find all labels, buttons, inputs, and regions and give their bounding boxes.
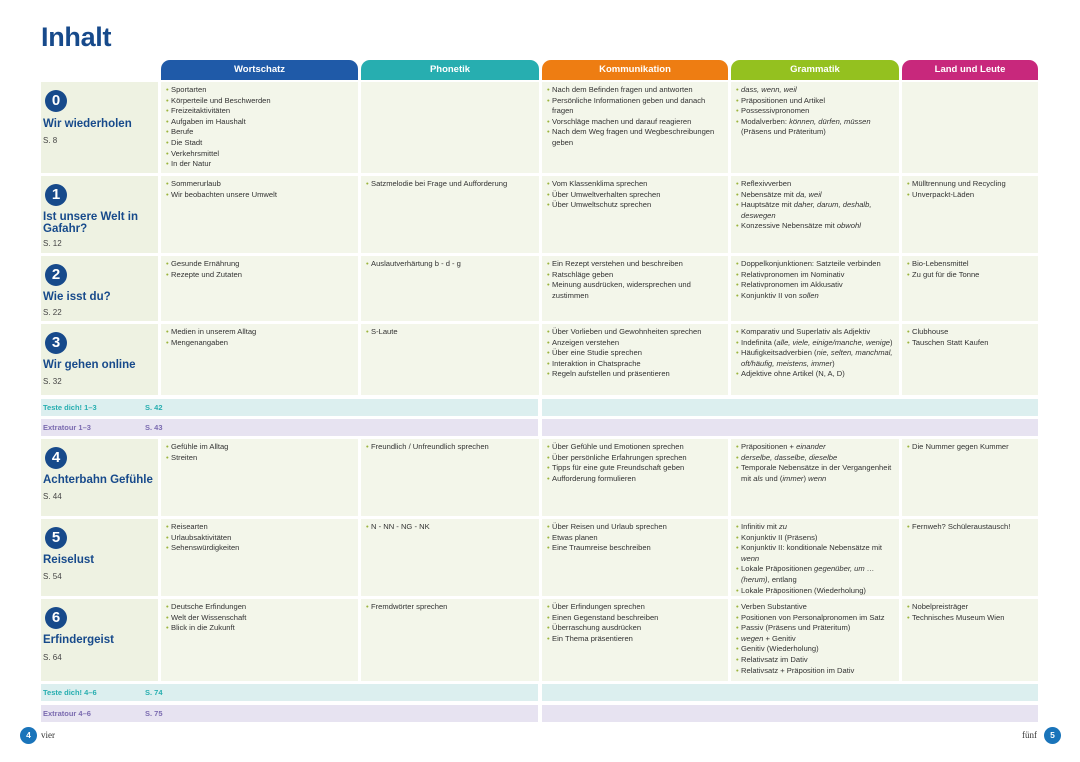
list-item: • Ein Rezept verstehen und beschreiben — [547, 259, 723, 270]
list-item: • Urlaubsaktivitäten — [166, 533, 353, 544]
page-word-left: vier — [41, 730, 55, 740]
list-item: • Wir beobachten unsere Umwelt — [166, 190, 353, 201]
cell-kommunikation — [542, 82, 728, 173]
list-item: • Ein Thema präsentieren — [547, 634, 723, 645]
list-item: • Über Umweltschutz sprechen — [547, 200, 723, 211]
lesson-number: 0 — [45, 90, 67, 112]
list-item: • Mülltrennung und Recycling — [907, 179, 1033, 190]
list-item: • Persönliche Informationen geben und danach fragen — [547, 96, 723, 117]
lesson-title: Wir wiederholen — [43, 118, 132, 130]
list-item: • dass, wenn, weil — [736, 85, 894, 96]
list-item: • Vom Klassenklima sprechen — [547, 179, 723, 190]
list-item: • Positionen von Personalpronomen im Satz — [736, 613, 894, 624]
list-item: • Bio-Lebensmittel — [907, 259, 1033, 270]
cell-phonetik — [361, 599, 539, 681]
list-item: • Relativpronomen im Akkusativ — [736, 280, 894, 291]
list-item: • Über Reisen und Urlaub sprechen — [547, 522, 723, 533]
lesson-title: Wie isst du? — [43, 291, 111, 303]
lesson-header-1 — [41, 176, 158, 253]
cell-kommunikation — [542, 324, 728, 395]
list-item: • Hauptsätze mit daher, darum, deshalb, deswegen — [736, 200, 894, 221]
list-item: • Über Erfindungen sprechen — [547, 602, 723, 613]
lesson-page: S. 12 — [43, 239, 62, 248]
page-number-right: 5 — [1044, 727, 1061, 744]
list-item: • Anzeigen verstehen — [547, 338, 723, 349]
cell-phonetik — [361, 176, 539, 253]
list-item: • Blick in die Zukunft — [166, 623, 353, 634]
list-item: • Komparativ und Superlativ als Adjektiv — [736, 327, 894, 338]
header-phonetik: Phonetik — [361, 60, 539, 80]
band-extra — [41, 419, 538, 436]
list-item: • Nebensätze mit da, weil — [736, 190, 894, 201]
list-item: • Streiten — [166, 453, 353, 464]
cell-wortschatz — [161, 519, 358, 596]
band-label: Extratour 1–3 — [43, 423, 91, 432]
list-item: • Reisearten — [166, 522, 353, 533]
list-item: • Konjunktiv II (Präsens) — [736, 533, 894, 544]
cell-phonetik — [361, 256, 539, 321]
cell-grammatik — [731, 599, 899, 681]
list-item: • Possessivpronomen — [736, 106, 894, 117]
list-item: • Modalverben: können, dürfen, müssen (Präsens und Präteritum) — [736, 117, 894, 138]
cell-wortschatz — [161, 256, 358, 321]
list-item: • Auslautverhärtung b - d - g — [366, 259, 534, 270]
lesson-number: 5 — [45, 527, 67, 549]
band-fill — [542, 399, 1038, 416]
list-item: • Fernweh? Schüleraustausch! — [907, 522, 1033, 533]
list-item: • Relativpronomen im Nominativ — [736, 270, 894, 281]
list-item: • Über eine Studie sprechen — [547, 348, 723, 359]
list-item: • Gesunde Ernährung — [166, 259, 353, 270]
list-item: • Unverpackt-Läden — [907, 190, 1033, 201]
list-item: • Die Nummer gegen Kummer — [907, 442, 1033, 453]
cell-land — [902, 324, 1038, 395]
list-item: • Überraschung ausdrücken — [547, 623, 723, 634]
list-item: • Sportarten — [166, 85, 353, 96]
list-item: • Die Stadt — [166, 138, 353, 149]
cell-wortschatz — [161, 176, 358, 253]
list-item: • Über Gefühle und Emotionen sprechen — [547, 442, 723, 453]
page-title: Inhalt — [41, 22, 112, 52]
list-item: • Medien in unserem Alltag — [166, 327, 353, 338]
list-item: • Berufe — [166, 127, 353, 138]
list-item: • Regeln aufstellen und präsentieren — [547, 369, 723, 380]
cell-wortschatz — [161, 439, 358, 516]
lesson-page: S. 32 — [43, 377, 62, 386]
list-item: • Mengenangaben — [166, 338, 353, 349]
cell-wortschatz — [161, 324, 358, 395]
list-item: • Lokale Präpositionen (Wiederholung) — [736, 586, 894, 597]
band-teste — [41, 684, 538, 701]
list-item: • Konjunktiv II: konditionale Nebensätze mit wenn — [736, 543, 894, 564]
lesson-number: 4 — [45, 447, 67, 469]
lesson-header-5 — [41, 519, 158, 596]
list-item: • Gefühle im Alltag — [166, 442, 353, 453]
list-item: • derselbe, dasselbe, dieselbe — [736, 453, 894, 464]
cell-phonetik — [361, 82, 539, 173]
band-label: Teste dich! 1–3 — [43, 403, 97, 412]
list-item: • Vorschläge machen und darauf reagieren — [547, 117, 723, 128]
lesson-page: S. 44 — [43, 492, 62, 501]
lesson-number: 2 — [45, 264, 67, 286]
lesson-page: S. 54 — [43, 572, 62, 581]
list-item: • Nobelpreisträger — [907, 602, 1033, 613]
lesson-title: Ist unsere Welt in Gafahr? — [43, 211, 139, 235]
band-page: S. 42 — [145, 403, 163, 412]
list-item: • Adjektive ohne Artikel (N, A, D) — [736, 369, 894, 380]
band-fill — [542, 705, 1038, 722]
lesson-header-0 — [41, 82, 158, 173]
cell-land — [902, 599, 1038, 681]
list-item: • N - NN - NG - NK — [366, 522, 534, 533]
cell-land — [902, 82, 1038, 173]
cell-kommunikation — [542, 439, 728, 516]
cell-grammatik — [731, 256, 899, 321]
list-item: • Interaktion in Chatsprache — [547, 359, 723, 370]
lesson-title: Erfindergeist — [43, 634, 114, 646]
lesson-number: 1 — [45, 184, 67, 206]
list-item: • Nach dem Befinden fragen und antworten — [547, 85, 723, 96]
header-wortschatz: Wortschatz — [161, 60, 358, 80]
list-item: • Lokale Präpositionen gegenüber, um … (herum), entlang — [736, 564, 894, 585]
cell-phonetik — [361, 439, 539, 516]
lesson-header-4 — [41, 439, 158, 516]
cell-phonetik — [361, 324, 539, 395]
cell-grammatik — [731, 176, 899, 253]
list-item: • Präpositionen + einander — [736, 442, 894, 453]
cell-kommunikation — [542, 176, 728, 253]
list-item: • Passiv (Präsens und Präteritum) — [736, 623, 894, 634]
list-item: • Reflexivverben — [736, 179, 894, 190]
list-item: • Technisches Museum Wien — [907, 613, 1033, 624]
list-item: • Meinung ausdrücken, widersprechen und zustimmen — [547, 280, 723, 301]
cell-wortschatz — [161, 599, 358, 681]
cell-phonetik — [361, 519, 539, 596]
list-item: • Etwas planen — [547, 533, 723, 544]
list-item: • Fremdwörter sprechen — [366, 602, 534, 613]
list-item: • Verben Substantive — [736, 602, 894, 613]
list-item: • Relativsatz im Dativ — [736, 655, 894, 666]
lesson-page: S. 8 — [43, 136, 58, 145]
cell-kommunikation — [542, 256, 728, 321]
list-item: • Genitiv (Wiederholung) — [736, 644, 894, 655]
lesson-title: Achterbahn Gefühle — [43, 474, 153, 486]
list-item: • Freizeitaktivitäten — [166, 106, 353, 117]
list-item: • In der Natur — [166, 159, 353, 170]
list-item: • Präpositionen und Artikel — [736, 96, 894, 107]
list-item: • Tipps für eine gute Freundschaft geben — [547, 463, 723, 474]
band-label: Extratour 4–6 — [43, 709, 91, 718]
lesson-header-2 — [41, 256, 158, 321]
cell-grammatik — [731, 82, 899, 173]
cell-grammatik — [731, 324, 899, 395]
band-page: S. 75 — [145, 709, 163, 718]
list-item: • Eine Traumreise beschreiben — [547, 543, 723, 554]
list-item: • Häufigkeitsadverbien (nie, selten, manchmal, oft/häufig, meistens, immer) — [736, 348, 894, 369]
cell-kommunikation — [542, 519, 728, 596]
lesson-header-3 — [41, 324, 158, 395]
page-number-left: 4 — [20, 727, 37, 744]
list-item: • Sehenswürdigkeiten — [166, 543, 353, 554]
page-word-right: fünf — [1022, 730, 1037, 740]
list-item: • Satzmelodie bei Frage und Aufforderung — [366, 179, 534, 190]
list-item: • S-Laute — [366, 327, 534, 338]
list-item: • Freundlich / Unfreundlich sprechen — [366, 442, 534, 453]
list-item: • Einen Gegenstand beschreiben — [547, 613, 723, 624]
cell-kommunikation — [542, 599, 728, 681]
header-kommunikation: Kommunikation — [542, 60, 728, 80]
band-label: Teste dich! 4–6 — [43, 688, 97, 697]
list-item: • Doppelkonjunktionen: Satzteile verbinden — [736, 259, 894, 270]
list-item: • Zu gut für die Tonne — [907, 270, 1033, 281]
cell-land — [902, 256, 1038, 321]
list-item: • Temporale Nebensätze in der Vergangenheit mit als und (immer) wenn — [736, 463, 894, 484]
band-fill — [542, 684, 1038, 701]
header-land: Land und Leute — [902, 60, 1038, 80]
list-item: • Verkehrsmittel — [166, 149, 353, 160]
list-item: • Deutsche Erfindungen — [166, 602, 353, 613]
list-item: • Aufforderung formulieren — [547, 474, 723, 485]
band-teste — [41, 399, 538, 416]
lesson-number: 3 — [45, 332, 67, 354]
lesson-title: Wir gehen online — [43, 359, 136, 371]
header-grammatik: Grammatik — [731, 60, 899, 80]
cell-land — [902, 439, 1038, 516]
list-item: • Infinitiv mit zu — [736, 522, 894, 533]
list-item: • Tauschen Statt Kaufen — [907, 338, 1033, 349]
list-item: • Konzessive Nebensätze mit obwohl — [736, 221, 894, 232]
list-item: • Aufgaben im Haushalt — [166, 117, 353, 128]
list-item: • Rezepte und Zutaten — [166, 270, 353, 281]
list-item: • Relativsatz + Präposition im Dativ — [736, 666, 894, 677]
lesson-page: S. 22 — [43, 308, 62, 317]
band-page: S. 43 — [145, 423, 163, 432]
lesson-title: Reiselust — [43, 554, 95, 566]
list-item: • Über Umweltverhalten sprechen — [547, 190, 723, 201]
list-item: • Clubhouse — [907, 327, 1033, 338]
list-item: • Sommerurlaub — [166, 179, 353, 190]
lesson-page: S. 64 — [43, 653, 62, 662]
band-extra — [41, 705, 538, 722]
list-item: • Indefinita (alle, viele, einige/manche, wenige) — [736, 338, 894, 349]
cell-land — [902, 176, 1038, 253]
list-item: • Nach dem Weg fragen und Wegbeschreibungen geben — [547, 127, 723, 148]
cell-wortschatz — [161, 82, 358, 173]
list-item: • Welt der Wissenschaft — [166, 613, 353, 624]
lesson-header-6 — [41, 599, 158, 681]
band-page: S. 74 — [145, 688, 163, 697]
cell-grammatik — [731, 439, 899, 516]
list-item: • Über persönliche Erfahrungen sprechen — [547, 453, 723, 464]
lesson-number: 6 — [45, 607, 67, 629]
list-item: • Konjunktiv II von sollen — [736, 291, 894, 302]
cell-land — [902, 519, 1038, 596]
band-fill — [542, 419, 1038, 436]
cell-grammatik — [731, 519, 899, 596]
list-item: • wegen + Genitiv — [736, 634, 894, 645]
list-item: • Ratschläge geben — [547, 270, 723, 281]
list-item: • Körperteile und Beschwerden — [166, 96, 353, 107]
list-item: • Über Vorlieben und Gewohnheiten sprechen — [547, 327, 723, 338]
